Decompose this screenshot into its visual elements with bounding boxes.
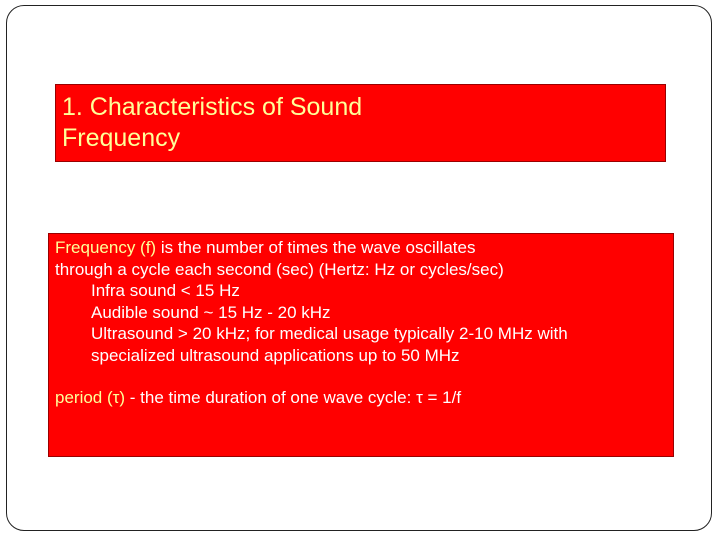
- content-box: [48, 233, 674, 457]
- period-definition: [55, 387, 667, 409]
- frequency-definition-line-2: through a cycle each second (sec) (Hertz: Hz or cycles/sec): [55, 259, 504, 279]
- frequency-definition-line-1: [55, 237, 667, 259]
- title-line-2: Frequency: [62, 124, 181, 152]
- title-line-1: 1. Characteristics of Sound: [62, 93, 363, 121]
- period-definition-text: - the time duration of one wave cycle: τ = 1/f: [125, 388, 462, 407]
- range-ultrasound-continued: specialized ultrasound applications up to 50 MHz: [91, 345, 460, 365]
- range-infra-sound: Infra sound < 15 Hz: [91, 281, 240, 300]
- range-audible-sound: Audible sound ~ 15 Hz - 20 kHz: [91, 302, 331, 322]
- frequency-term: Frequency (f): [55, 238, 157, 257]
- range-ultrasound: Ultrasound > 20 kHz; for medical usage typically 2-10 MHz with: [91, 324, 568, 343]
- frequency-definition-text: is the number of times the wave oscillates: [156, 238, 476, 257]
- title-box: [55, 84, 666, 162]
- period-term: period (τ): [55, 388, 126, 407]
- spacer: [55, 366, 667, 387]
